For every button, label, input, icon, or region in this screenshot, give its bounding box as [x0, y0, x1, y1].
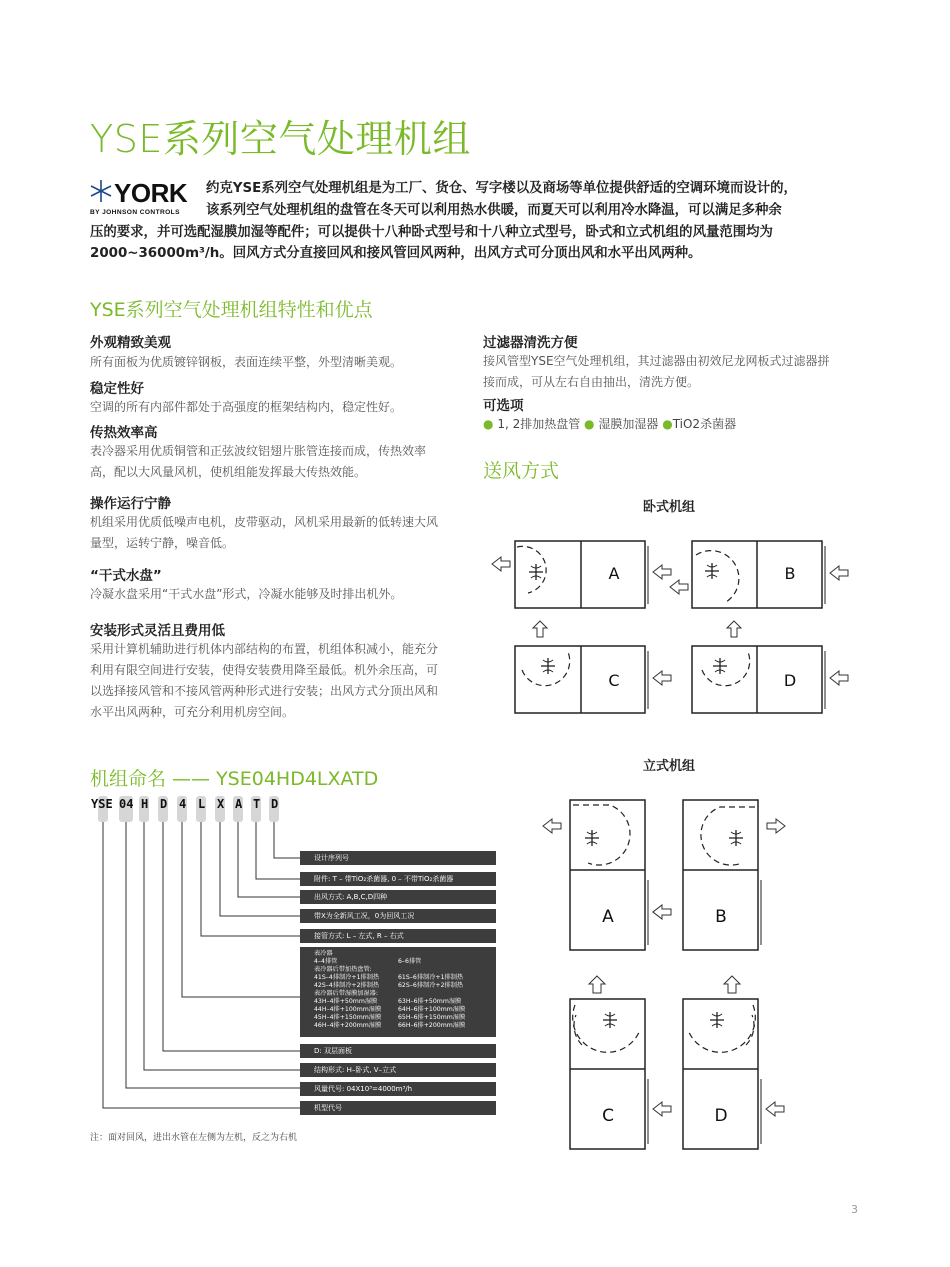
bar-text: 风量代号: 04X10³=4000m³/h	[314, 1085, 413, 1093]
bar-text: 出风方式: A,B,C,D四种	[314, 893, 388, 901]
feature-heading: 安装形式灵活且费用低	[90, 623, 225, 639]
feature-block-3	[90, 421, 480, 483]
arrow-left-icon	[653, 565, 671, 579]
options-block	[483, 394, 883, 435]
feature-text: 空调的所有内部件都处于高强度的框架结构内，稳定性好。	[90, 400, 403, 414]
bar-text: 4–4排管	[314, 958, 338, 965]
code-char: A	[235, 797, 243, 811]
horizontal-unit-a	[492, 541, 671, 608]
feature-text: 以选择接风管和不接风管两种形式进行安装；出风方式分顶出风和	[90, 684, 439, 698]
vertical-unit-b	[653, 800, 785, 950]
box-letter: D	[714, 1106, 728, 1126]
intro-continued: 压的要求，并可选配湿膜加湿等配件；可以提供十八种卧式型号和十八种立式型号，卧式和立式机组的风量范围均为2000~36000m³/h。回风方式分直接回风和接风管回风两种，出风方式可分顶出风和水平出风两种。	[90, 225, 773, 261]
bar-text: 设计序列号	[314, 854, 349, 862]
box-letter: B	[715, 907, 727, 927]
bar-airflow	[300, 1082, 496, 1096]
option-item: 湿膜加湿器	[598, 417, 659, 431]
bullet-icon: ●	[483, 417, 494, 431]
naming-code-diagram	[88, 790, 308, 1120]
feature-block-6	[90, 619, 480, 723]
features-title: YSE系列空气处理机组特性和优点	[90, 299, 373, 321]
bullet-icon: ●	[584, 417, 595, 431]
code-char: YSE	[91, 797, 113, 811]
vertical-unit-d	[683, 999, 784, 1149]
code-char: L	[198, 797, 206, 811]
code-char: 04	[119, 797, 134, 811]
filter-heading: 过滤器清洗方便	[483, 335, 578, 351]
arrow-left-icon	[830, 566, 848, 580]
arrow-left-icon	[492, 557, 510, 571]
feature-text: 采用计算机辅助进行机体内部结构的布置，机组体积减小，能充分	[90, 642, 439, 656]
arrow-left-icon	[766, 1102, 784, 1116]
feature-heading: “干式水盘”	[90, 568, 162, 584]
feature-heading: 外观精致美观	[90, 335, 171, 351]
bar-serial	[300, 851, 496, 865]
bar-text: 63H–6排+50mm湿膜	[398, 998, 462, 1005]
bar-text: 42S–4排制冷+2排制热	[314, 982, 380, 989]
feature-block-5	[90, 564, 480, 605]
bar-fresh-air	[300, 909, 496, 923]
arrow-up-icon	[727, 621, 741, 637]
box-letter: D	[783, 671, 797, 690]
bar-text: 44H–4排+100mm湿膜	[314, 1006, 382, 1013]
page-number: 3	[851, 1203, 858, 1216]
bar-row	[314, 998, 496, 1006]
naming-title: 机组命名 —— YSE04HD4LXATD	[90, 768, 379, 790]
box-letter: C	[602, 1106, 614, 1126]
filter-block	[483, 331, 883, 393]
feature-text: 表冷器采用优质铜管和正弦波纹铝翅片胀管连接而成，传热效率	[90, 444, 427, 458]
intro-line-1: 约克YSE系列空气处理机组是为工厂、货仓、写字楼以及商场等单位提供舒适的空调环境而设计的，	[206, 181, 797, 196]
feature-block-4	[90, 492, 480, 554]
airflow-diagrams	[480, 520, 870, 1160]
bar-coil	[300, 947, 496, 1037]
footnote: 注：面对回风，进出水管在左侧为左机，反之为右机	[90, 1133, 298, 1143]
bar-text: 61S–6排制冷+1排制热	[398, 974, 464, 981]
arrow-right-icon	[767, 819, 785, 833]
horizontal-unit-label: 卧式机组	[643, 500, 696, 515]
arrow-up-icon	[724, 976, 740, 993]
arrow-left-icon	[653, 671, 671, 685]
bar-text: 表冷器后带加热盘管:	[314, 966, 372, 973]
bar-row	[314, 974, 496, 982]
code-char: D	[160, 797, 168, 811]
bar-structure	[300, 1063, 496, 1077]
bar-text: 接管方式: L – 左式, R – 右式	[314, 932, 404, 940]
connector-lines	[103, 822, 300, 1108]
arrow-left-icon	[830, 671, 848, 685]
york-logo	[90, 177, 200, 217]
bar-text: 46H–4排+200mm湿膜	[314, 1022, 382, 1029]
logo-wordmark: YORK	[114, 178, 188, 208]
bar-text: 表冷器	[314, 950, 333, 957]
bar-row	[314, 1022, 496, 1030]
bar-pipe	[300, 929, 496, 943]
code-char: H	[141, 797, 149, 811]
box-letter: C	[608, 671, 620, 690]
vertical-unit-c	[570, 999, 671, 1149]
bar-text: 45H–4排+150mm湿膜	[314, 1014, 382, 1021]
bar-text: 64H–6排+100mm湿膜	[398, 1006, 466, 1013]
arrow-left-icon	[653, 905, 671, 919]
bar-text: 62S–6排制冷+2排制热	[398, 982, 464, 989]
feature-text: 机组采用优质低噪声电机，皮带驱动，风机采用最新的低转速大风	[90, 515, 439, 529]
page-title: YSE系列空气处理机组	[90, 117, 471, 161]
vertical-unit-a	[543, 800, 671, 950]
bar-model	[300, 1101, 496, 1115]
bar-text: 附件: T – 带TiO₂杀菌器, 0 – 不带TiO₂杀菌器	[314, 875, 454, 883]
airflow-title: 送风方式	[483, 460, 560, 482]
bar-row	[314, 1014, 496, 1022]
bar-row	[314, 982, 496, 990]
horizontal-unit-d	[692, 646, 848, 713]
bar-row	[314, 958, 496, 966]
vertical-unit-label: 立式机组	[643, 759, 696, 774]
intro-text	[206, 178, 866, 222]
bar-text: D: 双层面板	[314, 1047, 352, 1055]
horizontal-unit-b	[670, 541, 848, 608]
bar-text: 带X为全新风工况，0为回风工况	[314, 912, 415, 920]
code-char: 4	[179, 797, 187, 811]
box-letter: B	[784, 564, 796, 583]
feature-text: 高，配以大风量风机，使机组能发挥最大传热效能。	[90, 465, 367, 479]
intro-line-2: 该系列空气处理机组的盘管在冬天可以利用热水供暖，而夏天可以利用冷水降温，可以满足多种余	[206, 203, 782, 218]
bar-text: 表冷器后带湿膜加湿器:	[314, 990, 378, 997]
feature-block-2	[90, 377, 480, 418]
arrow-up-icon	[533, 621, 547, 637]
features-left-column	[90, 331, 480, 373]
bar-text: 6–6排管	[398, 958, 422, 965]
code-char: D	[271, 797, 279, 811]
bar-text: 43H–4排+50mm湿膜	[314, 998, 378, 1005]
feature-text: 利用有限空间进行安装，使得安装费用降至最低。机外余压高，可	[90, 663, 439, 677]
arrow-left-icon	[653, 1102, 671, 1116]
bar-text: 41S–4排制冷+1排制热	[314, 974, 380, 981]
option-item: 1, 2排加热盘管	[497, 417, 581, 431]
code-char: T	[253, 797, 261, 811]
options-heading: 可选项	[483, 398, 524, 414]
code-char: X	[217, 797, 225, 811]
bar-accessory	[300, 872, 496, 886]
bar-text: 结构形式: H–卧式, V–立式	[314, 1066, 397, 1074]
arrow-up-icon	[589, 976, 605, 993]
feature-text: 量型，运转宁静，噪音低。	[90, 536, 235, 550]
filter-text: 接风管型YSE空气处理机组，其过滤器由初效尼龙网板式过滤器拼	[483, 354, 830, 368]
bar-text: 65H–6排+150mm湿膜	[398, 1014, 466, 1021]
bar-row	[314, 1006, 496, 1014]
feature-text: 水平出风两种，可充分利用机房空间。	[90, 705, 295, 719]
bullet-icon: ●	[662, 417, 673, 431]
feature-text: 冷凝水盘采用“干式水盘”形式，冷凝水能够及时排出机外。	[90, 587, 403, 601]
box-letter: A	[608, 564, 620, 583]
bar-panel	[300, 1044, 496, 1058]
filter-text: 接而成，可从左右自由抽出，清洗方便。	[483, 375, 700, 389]
snowflake-icon	[91, 180, 111, 202]
bar-outlet	[300, 890, 496, 904]
feature-heading: 稳定性好	[90, 381, 144, 397]
feature-heading: 传热效率高	[90, 425, 158, 441]
feature-heading: 操作运行宁静	[90, 496, 171, 512]
options-list	[483, 414, 883, 435]
feature-text: 所有面板为优质镀锌钢板，表面连续平整，外型清晰美观。	[90, 355, 403, 369]
arrow-left-icon	[543, 819, 561, 833]
box-letter: A	[602, 907, 614, 927]
horizontal-unit-c	[515, 646, 671, 713]
arrow-left-icon	[670, 580, 688, 594]
option-item: TiO2杀菌器	[672, 417, 737, 431]
bar-text: 机型代号	[314, 1104, 342, 1112]
bar-text: 66H–6排+200mm湿膜	[398, 1022, 466, 1029]
logo-subline: BY JOHNSON CONTROLS	[90, 209, 180, 216]
